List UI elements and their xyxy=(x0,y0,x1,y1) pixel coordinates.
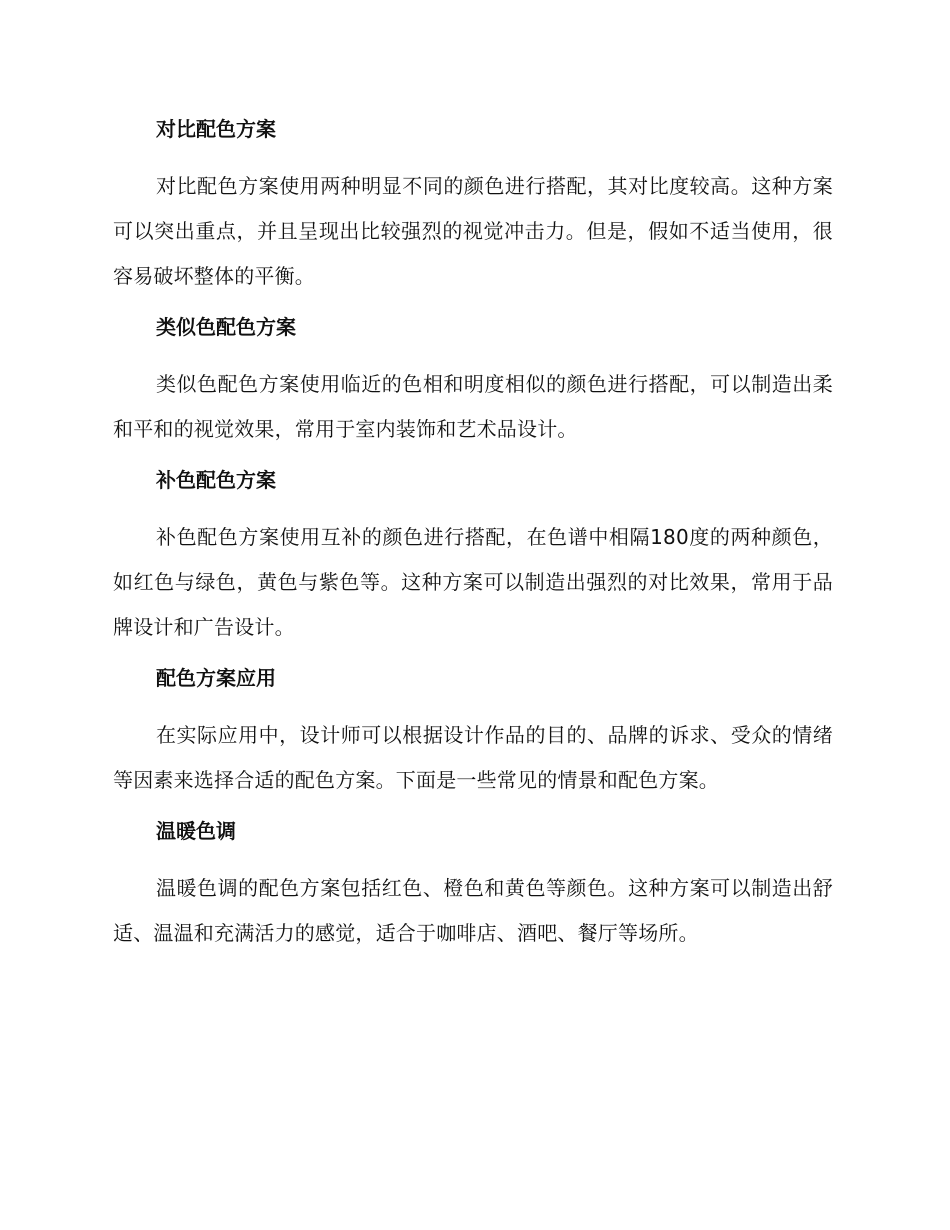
document-body xyxy=(113,112,833,967)
section-heading: 对比配色方案 xyxy=(156,117,276,141)
section-paragraph: 补色配色方案使用互补的颜色进行搭配，在色谱中相隔180度的两种颜色，如红色与绿色，黄色与紫色等。这种方案可以制造出强烈的对比效果，常用于品牌设计和广告设计。 xyxy=(113,525,833,639)
section-heading: 温暖色调 xyxy=(156,819,236,843)
section-heading: 配色方案应用 xyxy=(156,666,276,690)
section-heading: 类似色配色方案 xyxy=(156,315,296,339)
section-warm-tones xyxy=(113,814,833,956)
section-heading: 补色配色方案 xyxy=(156,468,276,492)
section-contrast xyxy=(113,112,833,299)
section-analogous xyxy=(113,310,833,452)
section-application xyxy=(113,661,833,803)
section-paragraph: 类似色配色方案使用临近的色相和明度相似的颜色进行搭配，可以制造出柔和平和的视觉效果，常用于室内装饰和艺术品设计。 xyxy=(113,372,833,441)
section-paragraph: 对比配色方案使用两种明显不同的颜色进行搭配，其对比度较高。这种方案可以突出重点，并且呈现出比较强烈的视觉冲击力。但是，假如不适当使用，很容易破坏整体的平衡。 xyxy=(113,174,833,288)
section-complementary xyxy=(113,463,833,650)
section-paragraph: 温暖色调的配色方案包括红色、橙色和黄色等颜色。这种方案可以制造出舒适、温温和充满活力的感觉，适合于咖啡店、酒吧、餐厅等场所。 xyxy=(113,876,833,945)
section-paragraph: 在实际应用中，设计师可以根据设计作品的目的、品牌的诉求、受众的情绪等因素来选择合适的配色方案。下面是一些常见的情景和配色方案。 xyxy=(113,723,833,792)
